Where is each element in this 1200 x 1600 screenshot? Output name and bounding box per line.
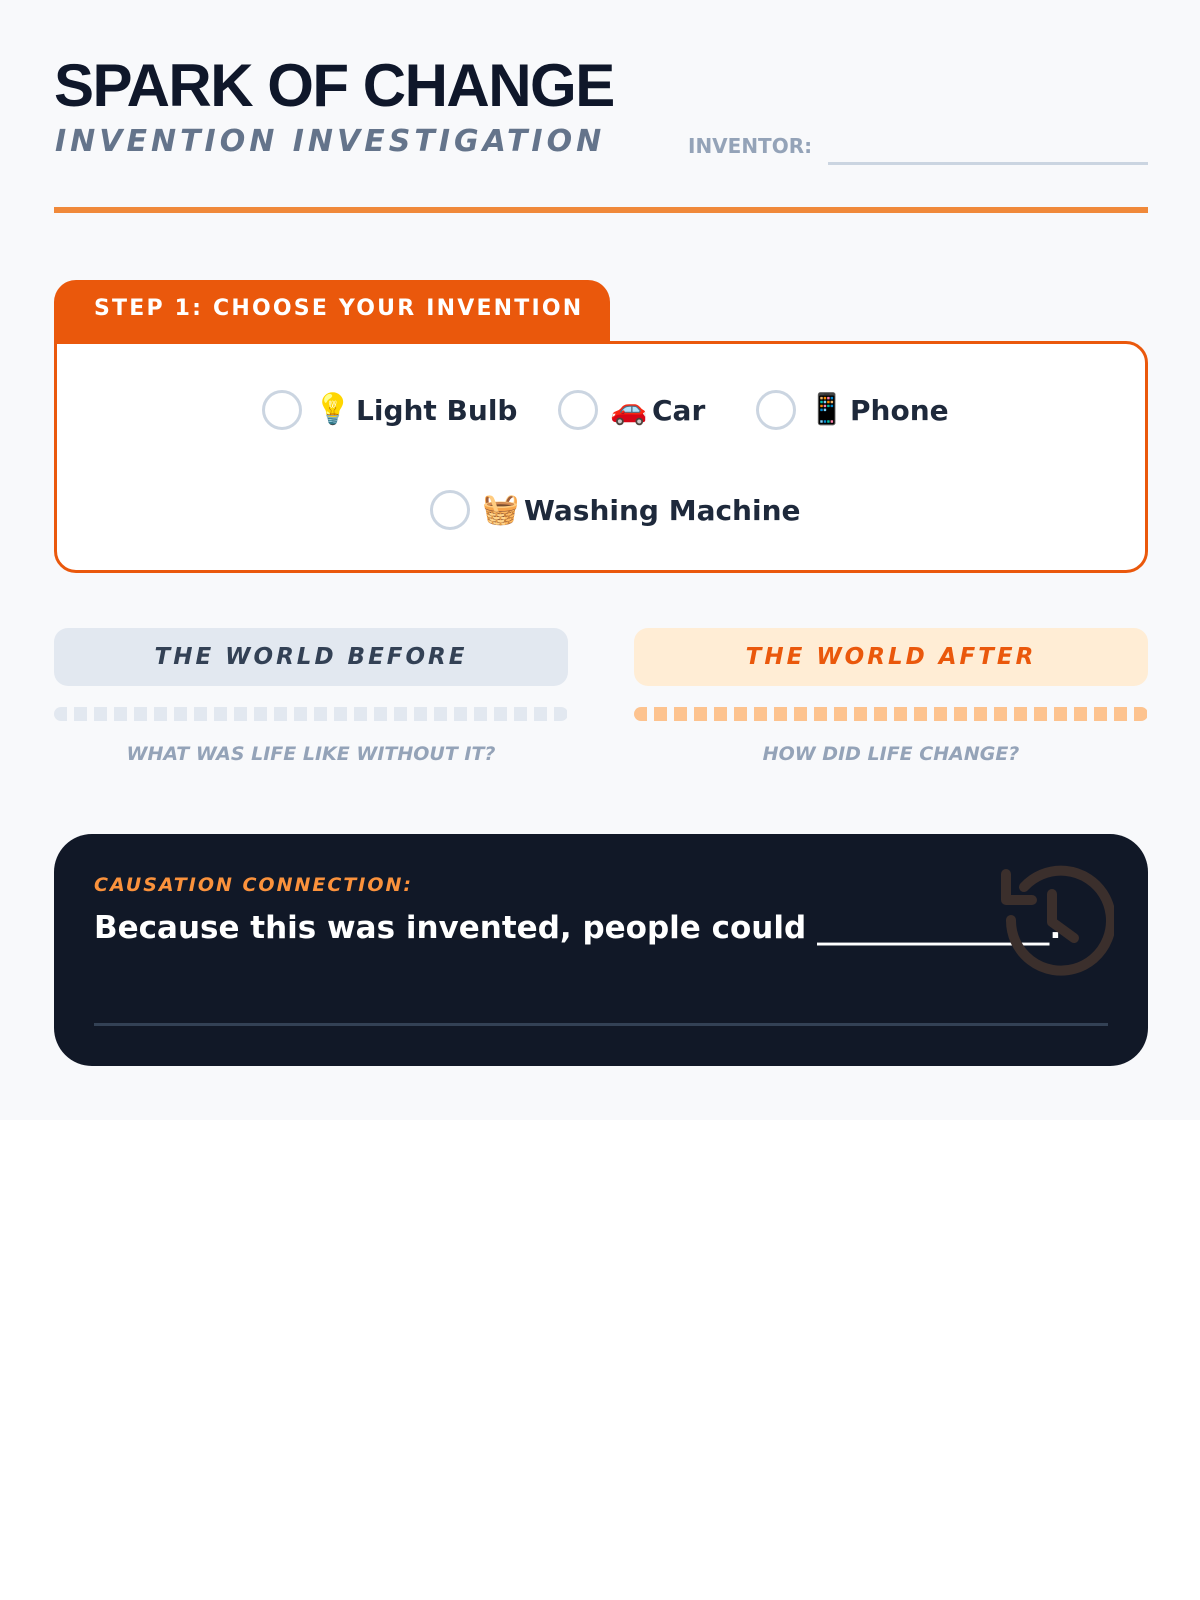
causation-answer-line[interactable]: [94, 1023, 1108, 1026]
option-label: Light Bulb: [356, 393, 518, 427]
world-before-divider: [54, 707, 568, 721]
inventor-name-field[interactable]: [828, 162, 1148, 165]
radio-light-bulb[interactable]: [262, 390, 302, 430]
car-icon: 🚗: [610, 392, 648, 427]
page-subtitle: INVENTION INVESTIGATION: [55, 124, 606, 159]
radio-car[interactable]: [558, 390, 598, 430]
phone-icon: 📱: [808, 392, 846, 427]
option-label: Washing Machine: [524, 493, 801, 527]
causation-label: CAUSATION CONNECTION:: [94, 874, 413, 896]
world-after-prompt: HOW DID LIFE CHANGE?: [762, 743, 1020, 765]
world-after-divider: [634, 707, 1148, 721]
option-light-bulb[interactable]: [262, 388, 517, 432]
inventor-label: INVENTOR:: [688, 134, 813, 158]
causation-panel: [54, 834, 1148, 1066]
light-bulb-icon: 💡: [314, 392, 352, 427]
page-title: SPARK OF CHANGE: [54, 52, 614, 119]
radio-phone[interactable]: [756, 390, 796, 430]
option-car[interactable]: [558, 388, 705, 432]
option-phone[interactable]: [756, 388, 949, 432]
header-divider: [54, 207, 1148, 213]
option-label: Car: [652, 393, 706, 427]
radio-washing-machine[interactable]: [430, 490, 470, 530]
causation-sentence: Because this was invented, people could _______________.: [94, 910, 1062, 946]
step1-tab: STEP 1: CHOOSE YOUR INVENTION: [54, 280, 610, 342]
world-after-heading: THE WORLD AFTER: [634, 628, 1148, 686]
invention-choice-box: [54, 341, 1148, 573]
option-washing-machine[interactable]: [430, 488, 801, 532]
history-icon: [994, 860, 1114, 980]
option-label: Phone: [850, 393, 949, 427]
world-before-prompt: WHAT WAS LIFE LIKE WITHOUT IT?: [126, 743, 496, 765]
world-before-heading: THE WORLD BEFORE: [54, 628, 568, 686]
laundry-basket-icon: 🧺: [482, 492, 520, 527]
